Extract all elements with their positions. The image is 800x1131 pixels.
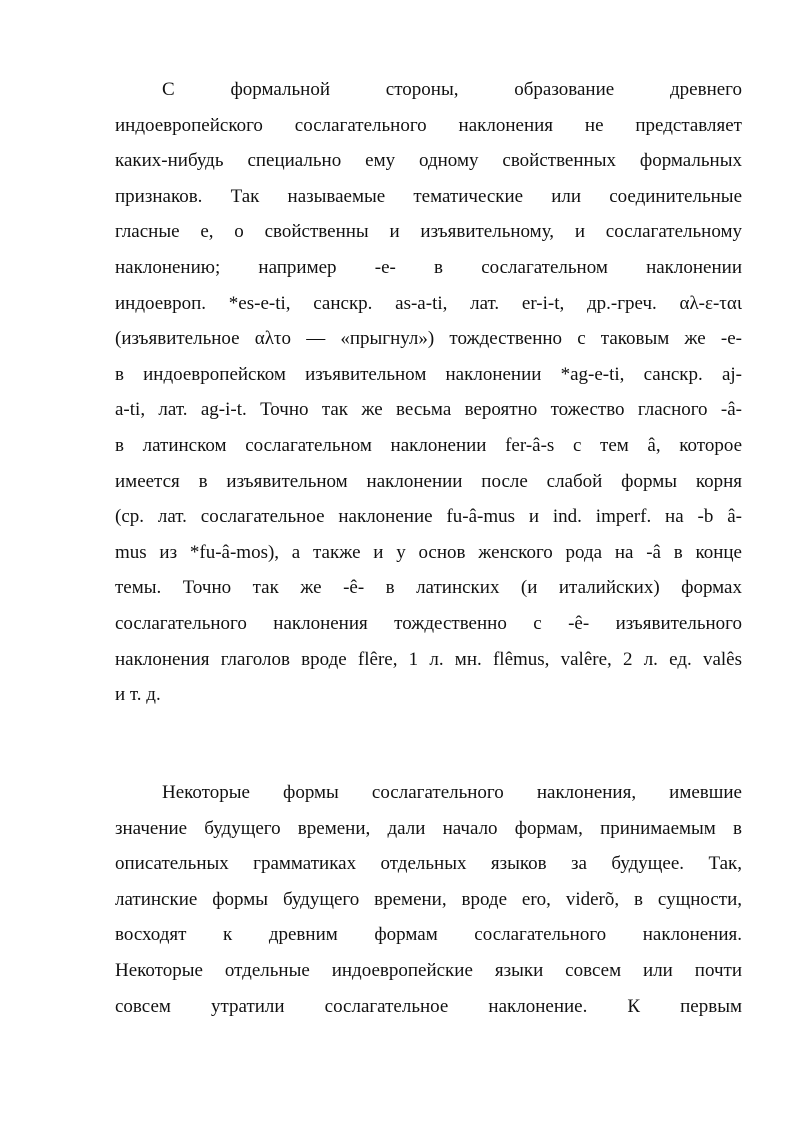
text-line: латинские формы будущего времени, вроде ero, viderõ, в сущности, [115, 888, 742, 910]
text-line: в латинском сослагательном наклонении fer-â-s с тем â, которое [115, 434, 742, 456]
text-line: имеется в изъявительном наклонении после слабой формы корня [115, 470, 742, 492]
text-line: сослагательного наклонения тождественно с -ê- изъявительного [115, 612, 742, 634]
text-line: индоевроп. *es-e-ti, санскр. as-a-ti, лат. er-i-t, др.-греч. αλ-ε-ται [115, 292, 742, 314]
text-line: С формальной стороны, образование древнего [162, 79, 742, 100]
text-line: темы. Точно так же -ê- в латинских (и италийских) формах [115, 577, 742, 599]
text-line: восходят к древним формам сослагательного наклонения. [115, 924, 742, 946]
text-line: гласные е, о свойственны и изъявительному, и сослагательному [115, 221, 742, 243]
text-line: каких-нибудь специально ему одному свойственных формальных [115, 150, 742, 172]
text-line: (ср. лат. сослагательное наклонение fu-â-mus и ind. imperf. на -b â- [115, 506, 742, 528]
paragraph-1 [115, 72, 742, 713]
text-line: (изъявительное αλτο — «прыгнул») тождественно с таковым же -е- [115, 328, 742, 350]
text-line: совсем утратили сослагательное наклонение. К первым [115, 995, 742, 1017]
text-line: индоевропейского сослагательного наклонения не представляет [115, 114, 742, 136]
paragraph-2 [115, 775, 742, 1024]
text-line: описательных грамматиках отдельных языков за будущее. Так, [115, 853, 742, 875]
text-line: и т. д. [115, 684, 161, 706]
text-line: в индоевропейском изъявительном наклонении *ag-e-ti, санскр. aj- [115, 363, 742, 385]
text-line: наклонению; например -е- в сослагательном наклонении [115, 256, 742, 278]
text-line: a-ti, лат. ag-i-t. Точно так же весьма вероятно тожество гласного -â- [115, 399, 742, 421]
text-line: признаков. Так называемые тематические или соединительные [115, 185, 742, 207]
text-line: Некоторые формы сослагательного наклонения, имевшие [162, 782, 742, 803]
text-line: наклонения глаголов вроде flêre, 1 л. мн. flêmus, valêre, 2 л. ед. valês [115, 648, 742, 670]
text-line: Некоторые отдельные индоевропейские языки совсем или почти [115, 959, 742, 981]
text-line: значение будущего времени, дали начало формам, принимаемым в [115, 817, 742, 839]
text-line: mus из *fu-â-mos), а также и у основ женского рода на -â в конце [115, 541, 742, 563]
